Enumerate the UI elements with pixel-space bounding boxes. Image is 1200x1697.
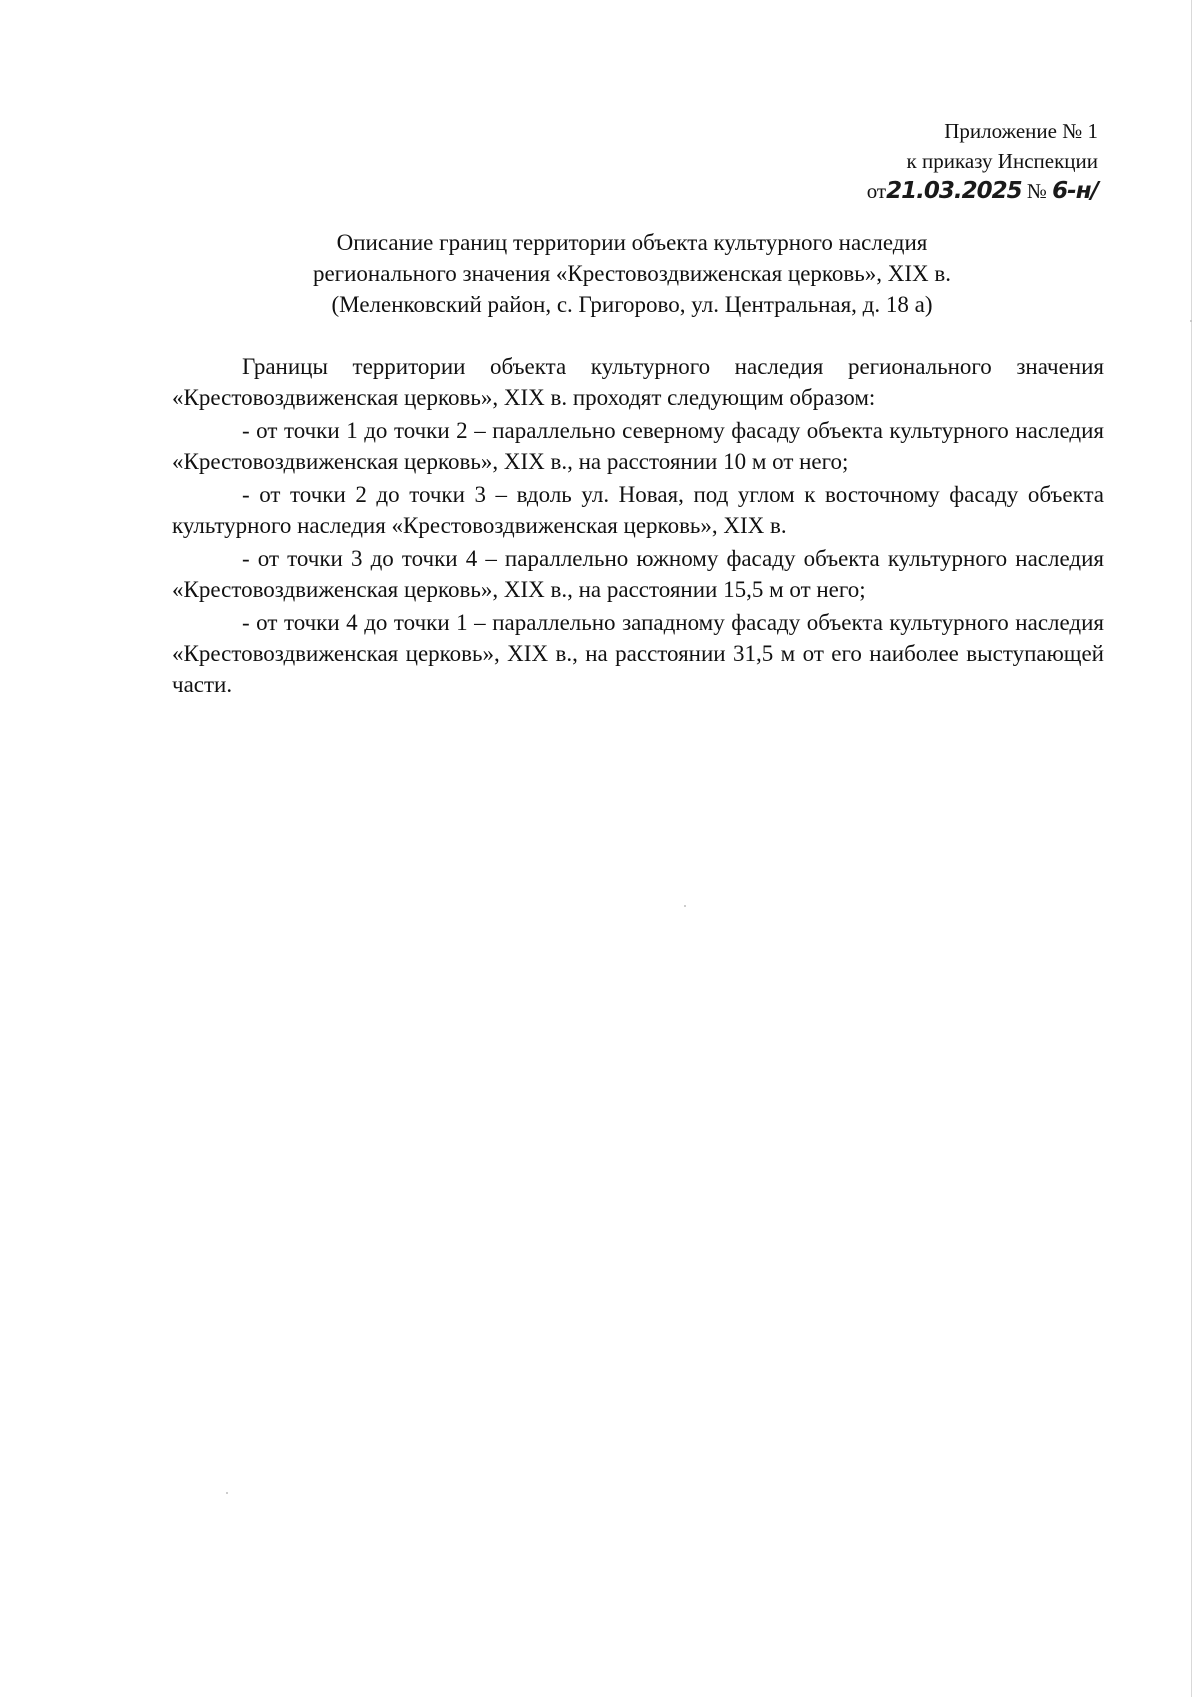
scan-speck [684,905,686,907]
order-date-number-line [867,176,1098,206]
handwritten-date: 21.03.2025 [886,178,1022,204]
title-line-1: Описание границ территории объекта культурного наследия [336,230,928,255]
appendix-header [867,116,1098,206]
segment-1-2-paragraph: - от точки 1 до точки 2 – параллельно северному фасаду объекта культурного наследия «Крестовоздвиженская церковь», XIX в., на расстоянии 10 м от него; [172,418,1104,474]
boundary-description [172,351,1104,702]
number-prefix: № [1026,179,1047,203]
title-line-2: регионального значения «Крестовоздвиженская церковь», XIX в. [312,261,952,286]
appendix-number: Приложение № 1 [944,119,1098,143]
document-title [160,227,1104,320]
segment-4-1-paragraph: - от точки 4 до точки 1 – параллельно западному фасаду объекта культурного наследия «Крестовоздвиженская церковь», XIX в., на расстоянии 31,5 м от его наиболее выступающей части. [172,610,1104,697]
order-reference: к приказу Инспекции [906,149,1098,173]
segment-2-3-paragraph: - от точки 2 до точки 3 – вдоль ул. Новая, под углом к восточному фасаду объекта культурного наследия «Крестовоздвиженская церковь», XIX в. [172,482,1104,538]
handwritten-order-number: 6-н/ [1052,178,1098,204]
intro-paragraph: Границы территории объекта культурного наследия регионального значения «Крестовоздвиженская церковь», XIX в. проходят следующим образом: [172,354,1104,410]
date-prefix: от [866,179,887,203]
scan-edge-line [1191,0,1192,1697]
scan-speck [226,1492,228,1494]
segment-3-4-paragraph: - от точки 3 до точки 4 – параллельно южному фасаду объекта культурного наследия «Крестовоздвиженская церковь», XIX в., на расстоянии 15,5 м от него; [172,546,1104,602]
scan-speck [1190,320,1192,322]
title-line-3: (Меленковский район, с. Григорово, ул. Центральная, д. 18 а) [331,292,933,317]
